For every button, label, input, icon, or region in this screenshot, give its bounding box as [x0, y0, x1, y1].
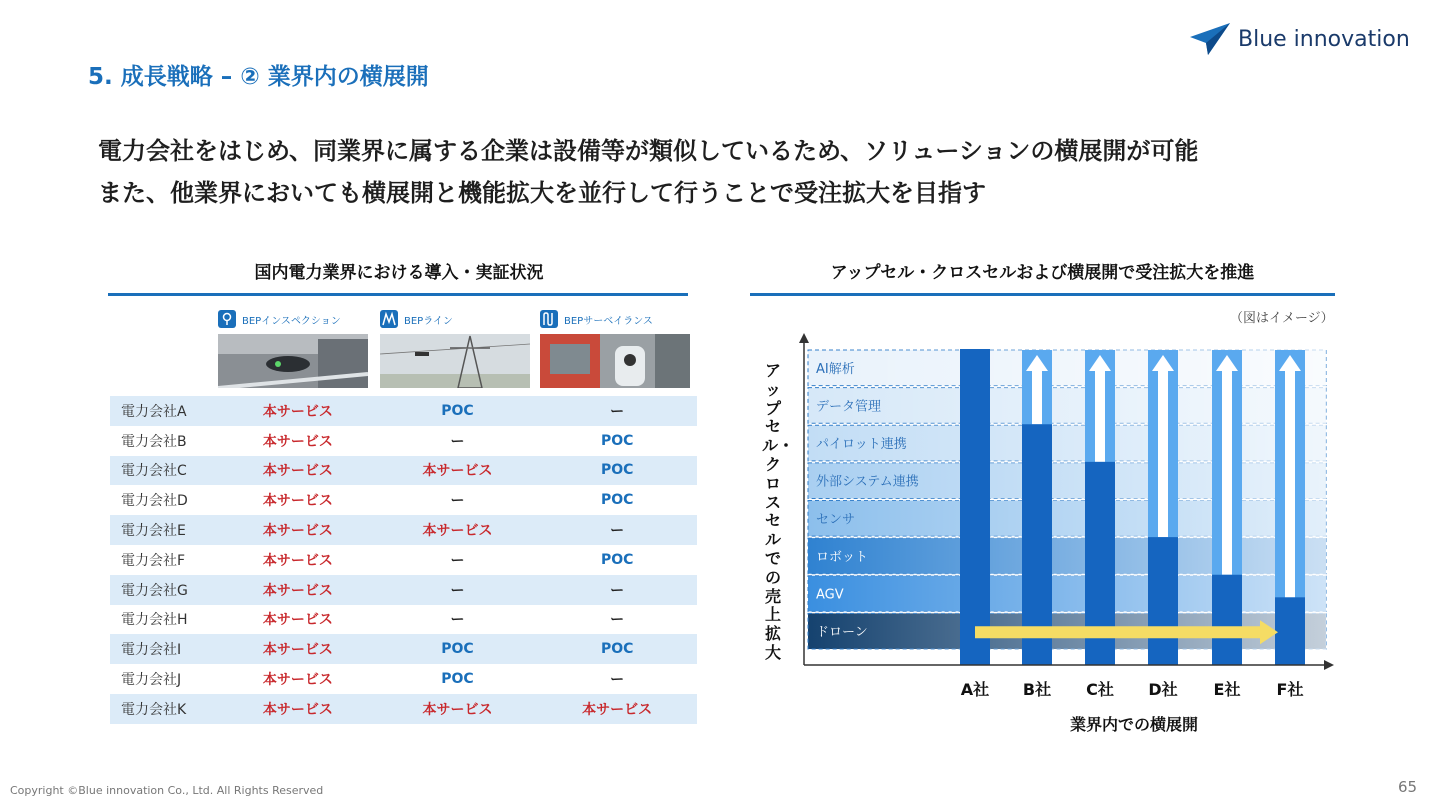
inspection-status: 本サービス: [262, 612, 333, 629]
product-name: BEPライン: [404, 315, 453, 327]
inspection-photo: [218, 334, 368, 388]
line-status: ー: [450, 612, 465, 629]
company-tick-label: F社: [1276, 680, 1304, 699]
inspection-status: 本サービス: [262, 433, 333, 450]
layer-label: ロボット: [816, 549, 869, 565]
inspection-status: 本サービス: [218, 456, 378, 486]
company-cell: 電力会社B: [121, 433, 187, 450]
x-axis-arrow-icon: [1324, 660, 1334, 670]
line-status: ー: [450, 433, 465, 450]
line-status: 本サービス: [378, 515, 538, 545]
line-status: ー: [378, 575, 538, 605]
surveillance-photo: [540, 334, 690, 388]
product-inspection: [218, 308, 378, 392]
line-status: POC: [378, 396, 538, 426]
line-status: ー: [450, 493, 465, 510]
y-axis-arrow-icon: [799, 333, 809, 343]
company-cell: 電力会社F: [121, 552, 186, 569]
page-title: 5. 成長戦略 – ② 業界内の横展開: [88, 64, 429, 90]
left-section-heading: 国内電力業界における導入・実証状況: [254, 263, 544, 283]
layer-label: AGV: [816, 587, 844, 603]
table-row: [110, 456, 697, 486]
product-name: BEPインスペクション: [242, 315, 341, 327]
left-heading-rule: [108, 293, 688, 296]
company-bar: [960, 349, 990, 665]
company-tick-label: D社: [1148, 680, 1178, 699]
company-cell: 電力会社D: [121, 493, 188, 510]
inspection-icon: [218, 310, 236, 328]
company-cell: 電力会社J: [121, 672, 182, 689]
line-status: POC: [441, 671, 474, 688]
surveillance-status: ー: [537, 515, 697, 545]
layer-label: 外部システム連携: [816, 474, 919, 490]
layer-label: データ管理: [816, 399, 882, 415]
company-tick-label: B社: [1022, 680, 1052, 699]
layer-label: AI解析: [816, 361, 855, 377]
table-row: [110, 575, 697, 605]
company-cell: 電力会社I: [110, 634, 218, 664]
surveillance-status: POC: [600, 492, 634, 509]
lead-line-1: 電力会社をはじめ、同業界に属する企業は設備等が類似しているため、ソリューションの横展開が可能: [98, 137, 1199, 165]
line-icon: [380, 310, 398, 328]
line-status: ー: [450, 552, 465, 569]
surveillance-status: ー: [610, 612, 625, 629]
surveillance-status: ー: [537, 575, 697, 605]
logo-mark-icon: [1190, 23, 1230, 55]
product-line: [380, 308, 540, 392]
lead-text: [98, 130, 1398, 214]
table-row: [110, 545, 697, 575]
line-status: 本サービス: [378, 694, 538, 724]
company-tick-label: C社: [1086, 680, 1114, 699]
inspection-status: 本サービス: [262, 552, 333, 569]
surveillance-status: POC: [537, 456, 697, 486]
inspection-status: 本サービス: [262, 493, 333, 510]
line-status: POC: [378, 634, 538, 664]
expansion-chart: [750, 325, 1350, 705]
company-logo: [1190, 22, 1410, 56]
image-note: （図はイメージ）: [1230, 311, 1334, 326]
layer-label: センサ: [816, 512, 856, 528]
table-row: [110, 515, 697, 545]
surveillance-status: ー: [610, 672, 625, 689]
inspection-status: 本サービス: [218, 575, 378, 605]
y-axis-label: アップセル・クロスセルでの売上拡大: [762, 361, 795, 662]
right-heading-rule: [750, 293, 1335, 296]
table-row: [110, 694, 697, 724]
table-row: [110, 605, 697, 635]
layer-label: ドローン: [816, 625, 868, 641]
surveillance-status: ー: [537, 396, 697, 426]
surveillance-status: 本サービス: [537, 694, 697, 724]
fade-overlay: [808, 349, 1326, 650]
company-bar: [1148, 537, 1178, 665]
company-bar: [1212, 575, 1242, 665]
x-axis-label: 業界内での横展開: [1070, 715, 1199, 734]
inspection-status: 本サービス: [218, 694, 378, 724]
company-cell: 電力会社G: [110, 575, 218, 605]
line-status: 本サービス: [378, 456, 538, 486]
table-row: [110, 396, 697, 426]
table-row: [110, 426, 697, 456]
inspection-status: 本サービス: [218, 634, 378, 664]
surveillance-status: POC: [600, 551, 634, 568]
table-row: [110, 485, 697, 515]
right-section-heading: アップセル・クロスセルおよび横展開で受注拡大を推進: [830, 263, 1255, 283]
company-cell: 電力会社A: [110, 396, 218, 426]
product-surveillance: [540, 308, 700, 392]
company-bar: [1275, 597, 1305, 665]
inspection-status: 本サービス: [262, 672, 333, 689]
surveillance-status: POC: [537, 634, 697, 664]
company-cell: 電力会社C: [110, 456, 218, 486]
inspection-status: 本サービス: [218, 515, 378, 545]
table-row: [110, 634, 697, 664]
surveillance-icon: [540, 310, 558, 328]
product-name: BEPサーベイランス: [564, 315, 653, 327]
inspection-status: 本サービス: [218, 396, 378, 426]
table-row: [110, 664, 697, 694]
logo-text: Blue innovation: [1238, 26, 1410, 52]
company-cell: 電力会社K: [110, 694, 218, 724]
surveillance-status: POC: [600, 432, 634, 449]
layer-label: パイロット連携: [816, 437, 907, 453]
line-photo: [380, 334, 530, 388]
status-table: [110, 396, 697, 724]
company-tick-label: A社: [960, 680, 990, 699]
copyright: Copyright ©Blue innovation Co., Ltd. All Rights Reserved: [10, 784, 324, 797]
company-tick-label: E社: [1213, 680, 1241, 699]
company-cell: 電力会社H: [121, 612, 188, 629]
company-cell: 電力会社E: [110, 515, 218, 545]
lead-line-2: また、他業界においても横展開と機能拡大を並行して行うことで受注拡大を目指す: [98, 179, 986, 207]
page-number: 65: [1398, 778, 1418, 796]
